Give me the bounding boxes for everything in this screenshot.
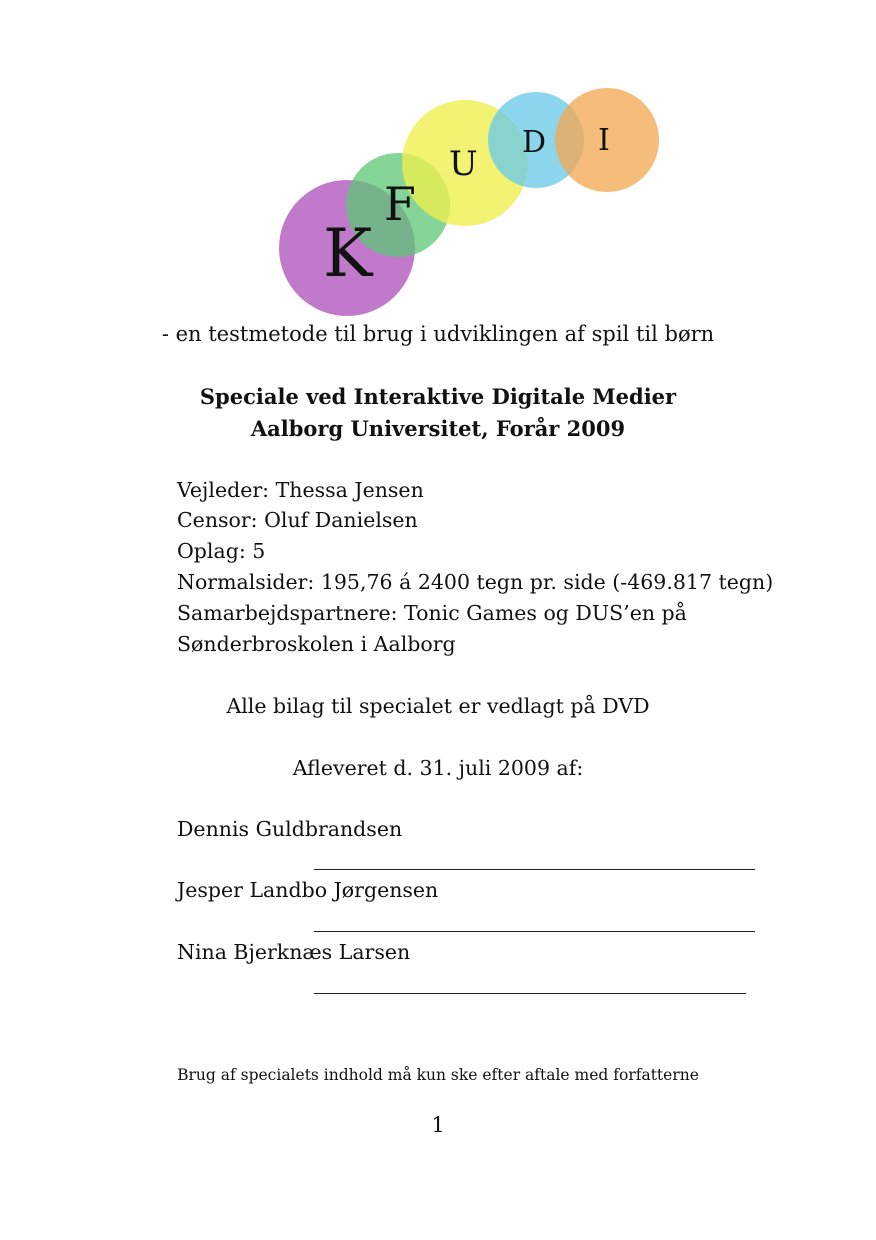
info-vejleder: Vejleder: Thessa Jensen	[177, 478, 424, 502]
heading-line-2: Aalborg Universitet, Forår 2009	[250, 416, 626, 441]
signature-line	[314, 993, 746, 994]
usage-note: Brug af specialets indhold må kun ske efter aftale med forfatterne	[177, 1066, 699, 1084]
info-normalsider: Normalsider: 195,76 á 2400 tegn pr. side (-469.817 tegn)	[177, 570, 774, 594]
logo-letter-u: U	[449, 144, 478, 184]
logo-letter-k: K	[323, 215, 373, 292]
signature-line	[314, 869, 755, 870]
page-number: 1	[431, 1113, 445, 1137]
subtitle: - en testmetode til brug i udviklingen af spil til børn	[161, 322, 715, 346]
logo-letter-f: F	[384, 177, 416, 231]
logo-letter-d: D	[522, 125, 547, 160]
bilag-note: Alle bilag til specialet er vedlagt på DVD	[226, 694, 650, 718]
kfudi-logo	[270, 80, 670, 325]
info-samarbejde-line-2: Sønderbroskolen i Aalborg	[177, 632, 456, 656]
heading-line-1: Speciale ved Interaktive Digitale Medier	[199, 384, 677, 409]
author-name: Jesper Landbo Jørgensen	[177, 878, 439, 902]
signature-line	[314, 931, 755, 932]
info-oplag: Oplag: 5	[177, 539, 266, 563]
logo-letter-i: I	[598, 123, 610, 158]
author-name: Nina Bjerknæs Larsen	[177, 940, 411, 964]
info-censor: Censor: Oluf Danielsen	[177, 508, 418, 532]
afleveret-line: Afleveret d. 31. juli 2009 af:	[292, 756, 584, 780]
info-samarbejde-line-1: Samarbejdspartnere: Tonic Games og DUS’en på	[177, 601, 687, 625]
author-name: Dennis Guldbrandsen	[177, 817, 403, 841]
